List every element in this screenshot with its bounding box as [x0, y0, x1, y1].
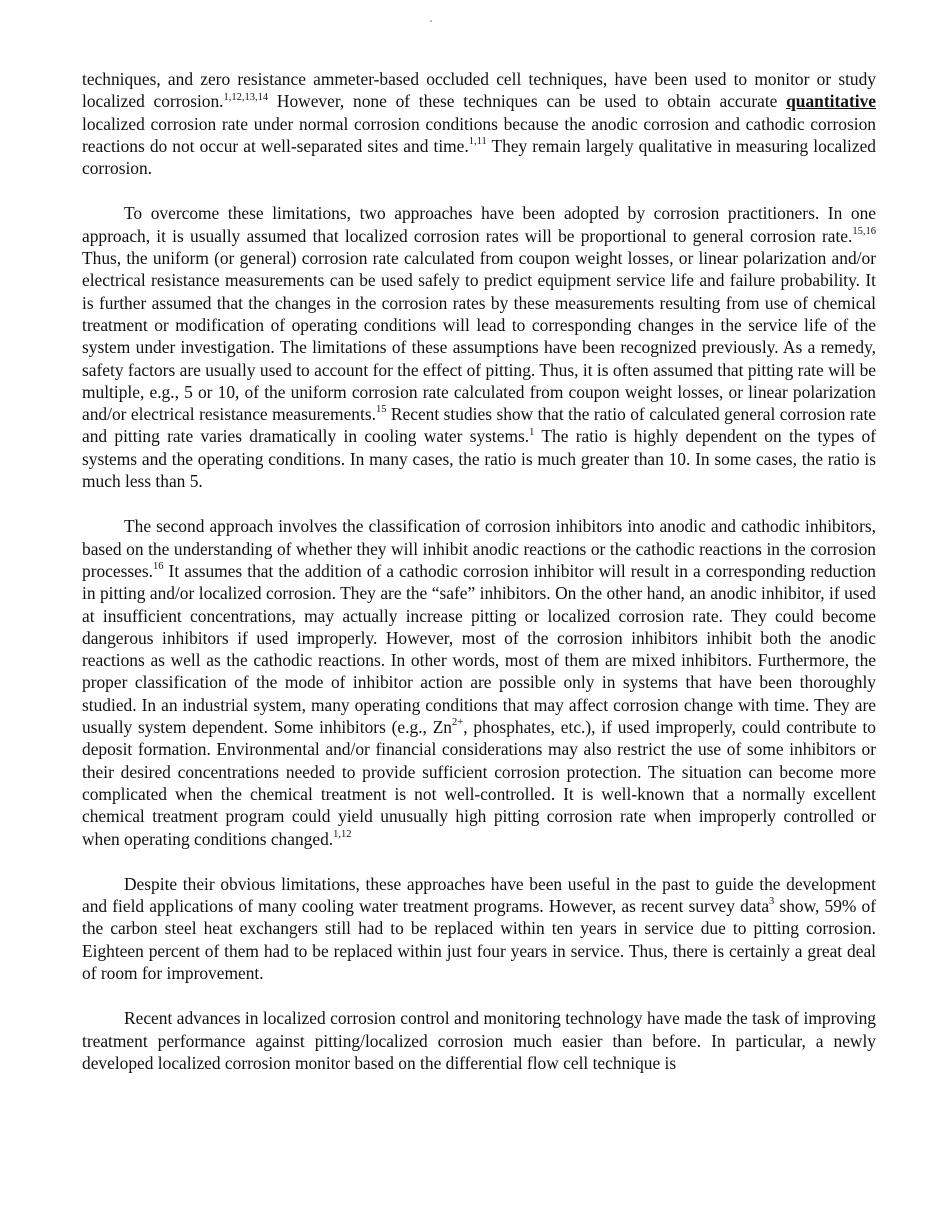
paragraph-2: [82, 202, 876, 492]
citation-ref: 1,12,13,14: [223, 91, 269, 103]
text-run: localized corrosion rate under normal corrosion conditions because the anodic corrosion and cathodic corrosion reactions do not occur at well-separated sites and time.: [82, 113, 876, 156]
citation-ref: 15: [375, 404, 387, 416]
text-run: Recent advances in localized corrosion control and monitoring technology have made the task of improving treatment performance against pitting/localized corrosion much easier than before. In particular, a newly developed localized corrosion monitor based on the differential flow cell technique is: [82, 1008, 876, 1073]
text-run: show, 59% of the carbon steel heat exchangers still had to be replaced within ten years in service due to pitting corrosion. Eighteen percent of them had to be replaced within just four years in service. Thus, there is certainly a great deal of room for improvement.: [82, 896, 876, 983]
citation-ref: 2+: [452, 717, 464, 729]
scan-speck: [430, 20, 432, 22]
paragraph-1: [82, 68, 876, 179]
citation-ref: 1,12: [333, 828, 352, 840]
citation-ref: 3: [769, 896, 775, 908]
text-run: To overcome these limitations, two approaches have been adopted by corrosion practitioners. In one approach, it is usually assumed that localized corrosion rates will be proportional to general corrosion rate.: [82, 203, 876, 246]
paragraph-5: [82, 1007, 876, 1074]
text-run: They remain largely qualitative in measuring localized corrosion.: [82, 135, 876, 179]
text-run: The ratio is highly dependent on the types of systems and the operating conditions. In many cases, the ratio is much greater than 10. In some cases, the ratio is much less than 5.: [82, 426, 876, 492]
text-run: techniques, and zero resistance ammeter-based occluded cell techniques, have been used to monitor or study localized corrosion.: [82, 69, 876, 112]
emphasized-term: quantitative: [786, 91, 876, 112]
citation-ref: 1,11: [468, 136, 487, 148]
text-run: It assumes that the addition of a cathodic corrosion inhibitor will result in a corresponding reduction in pitting and/or localized corrosion. They are the “safe” inhibitors. On the other hand, an anodic inhibitor, if used at insufficient concentrations, may actually increase pitting or localized corrosion rate. They could become dangerous inhibitors if used improperly. However, most of the corrosion inhibitors inhibit both the anodic reactions as well as the cathodic reactions. In other words, most of them are mixed inhibitors. Furthermore, the proper classification of the mode of inhibitor action are possible only in systems that have been thoroughly studied. In an industrial system, many operating conditions that may affect corrosion change with time. They are usually system dependent. Some inhibitors (e.g., Zn: [82, 560, 876, 738]
text-run: Recent studies show that the ratio of calculated general corrosion rate and pitting rate varies dramatically in cooling water systems.: [82, 404, 876, 447]
text-run: Despite their obvious limitations, these approaches have been useful in the past to guide the development and field applications of many cooling water treatment programs. However, as recent survey data: [82, 873, 876, 917]
citation-ref: 16: [153, 561, 164, 573]
paragraph-4: [82, 873, 876, 984]
text-run: , phosphates, etc.), if used improperly, could contribute to deposit formation. Environmental and/or financial considerations may also restrict the use of some inhibitors or their desired concentrations needed to provide sufficient corrosion protection. The situation can become more complicated when the chemical treatment is not well-controlled. It is well-known that a normally excellent chemical treatment program could yield unusually high pitting corrosion rate when improperly controlled or when operating conditions changed.: [82, 717, 876, 849]
citation-ref: 1: [529, 426, 535, 438]
text-run: The second approach involves the classification of corrosion inhibitors into anodic and cathodic inhibitors, based on the understanding of whether they will inhibit anodic reactions or the cathodic reactions in the corrosion processes.: [82, 516, 876, 581]
document-page: [82, 68, 876, 1097]
text-run: Thus, the uniform (or general) corrosion rate calculated from coupon weight losses, or linear polarization and/or electrical resistance measurements can be used safely to predict equipment service life and failure probability. It is further assumed that the changes in the corrosion rates by these measurements resulting from use of chemical treatment or modification of operating conditions will lead to corresponding changes in the service life of the system under investigation. The limitations of these assumptions have been recognized previously. As a remedy, safety factors are usually used to account for the effect of pitting. Thus, it is often assumed that pitting rate will be multiple, e.g., 5 or 10, of the uniform corrosion rate calculated from coupon weight losses, or linear polarization and/or electrical resistance measurements.: [82, 248, 876, 425]
paragraph-3: [82, 515, 876, 849]
text-run: However, none of these techniques can be used to obtain accurate: [268, 91, 787, 112]
citation-ref: 15,16: [852, 225, 876, 237]
